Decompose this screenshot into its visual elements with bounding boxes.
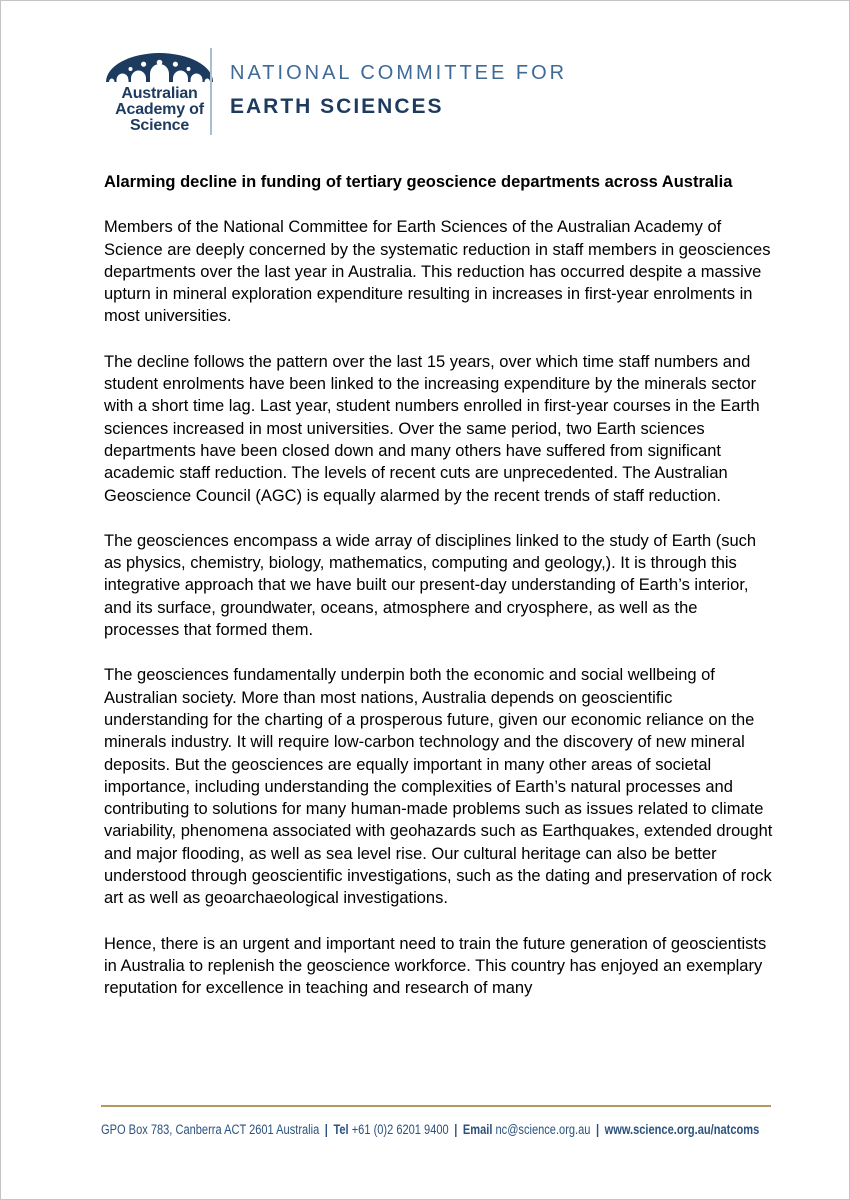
footer-tel-label: Tel [333,1122,349,1137]
footer-address: GPO Box 783, Canberra ACT 2601 Australia [101,1122,320,1137]
footer-website: www.science.org.au/natcoms [604,1122,760,1137]
committee-title-line1: NATIONAL COMMITTEE FOR [230,62,568,84]
academy-name-line: Science [129,116,190,134]
footer-email-value: nc@science.org.au [495,1122,591,1137]
paragraph-4: The geosciences fundamentally underpin both the economic and social wellbeing of Australian society. More than most nations, Australia depends on geoscientific understanding for the charting of a prosperous future, given our economic reliance on the minerals industry. It will require low-carbon technology and the discovery of new mineral deposits. But the geosciences are equally important in many other areas of societal importance, including understanding the complexities of Earth’s natural processes and contributing to solutions for many human-made problems such as issues related to climate variability, phenomena associated with geohazards such as Earthquakes, extended drought and major flooding, as well as sea level rise. Our cultural heritage can also be better understood through geoscientific investigations, such as the dating and preservation of rock art as well as geoarchaeological investigations. [104,666,773,908]
footer-email-label: Email [462,1122,493,1137]
document-title: Alarming decline in funding of tertiary geoscience departments across Australia [104,173,733,191]
paragraph-1: Members of the National Committee for Earth Sciences of the Australian Academy of Science are deeply concerned by the systematic reduction in staff members in geosciences departments over the last year in Australia. This reduction has occurred despite a massive upturn in mineral exploration expenditure resulting in increases in first-year enrolments in most universities. [104,218,771,326]
committee-title-line2: EARTH SCIENCES [230,95,444,118]
footer-separator: | [324,1122,328,1137]
footer-contact-line [101,1122,759,1137]
paragraph-2: The decline follows the pattern over the last 15 years, over which time staff numbers and student enrolments have been linked to the increasing expenditure by the minerals sector with a short time lag. Last year, student numbers enrolled in first-year courses in the Earth sciences increased in most universities. Over the same period, two Earth sciences departments have been closed down and many others have suffered from significant academic staff reduction. The levels of recent cuts are unprecedented. The Australian Geoscience Council (AGC) is equally alarmed by the recent trends of staff reduction. [104,352,760,505]
paragraph-5: Hence, there is an urgent and important need to train the future generation of geoscientists in Australia to replenish the geoscience workforce. This country has enjoyed an exemplary reputation for excellence in teaching and research of many [104,934,767,998]
footer-separator: | [595,1122,600,1137]
footer [101,1105,771,1139]
footer-tel-value: +61 (0)2 6201 9400 [351,1122,449,1137]
footer-separator: | [454,1122,458,1137]
document-body [104,1,774,1000]
paragraph-3: The geosciences encompass a wide array of disciplines linked to the study of Earth (such as physics, chemistry, biology, mathematics, computing and geology,). It is through this integrative approach that we have built our present-day understanding of Earth’s interior, and its surface, groundwater, oceans, atmosphere and cryosphere, as well as the processes that formed them. [104,531,757,640]
footer-rule-line [101,1105,771,1107]
academy-name-line: Australian [121,85,198,102]
academy-name-line: Academy of [115,100,204,118]
